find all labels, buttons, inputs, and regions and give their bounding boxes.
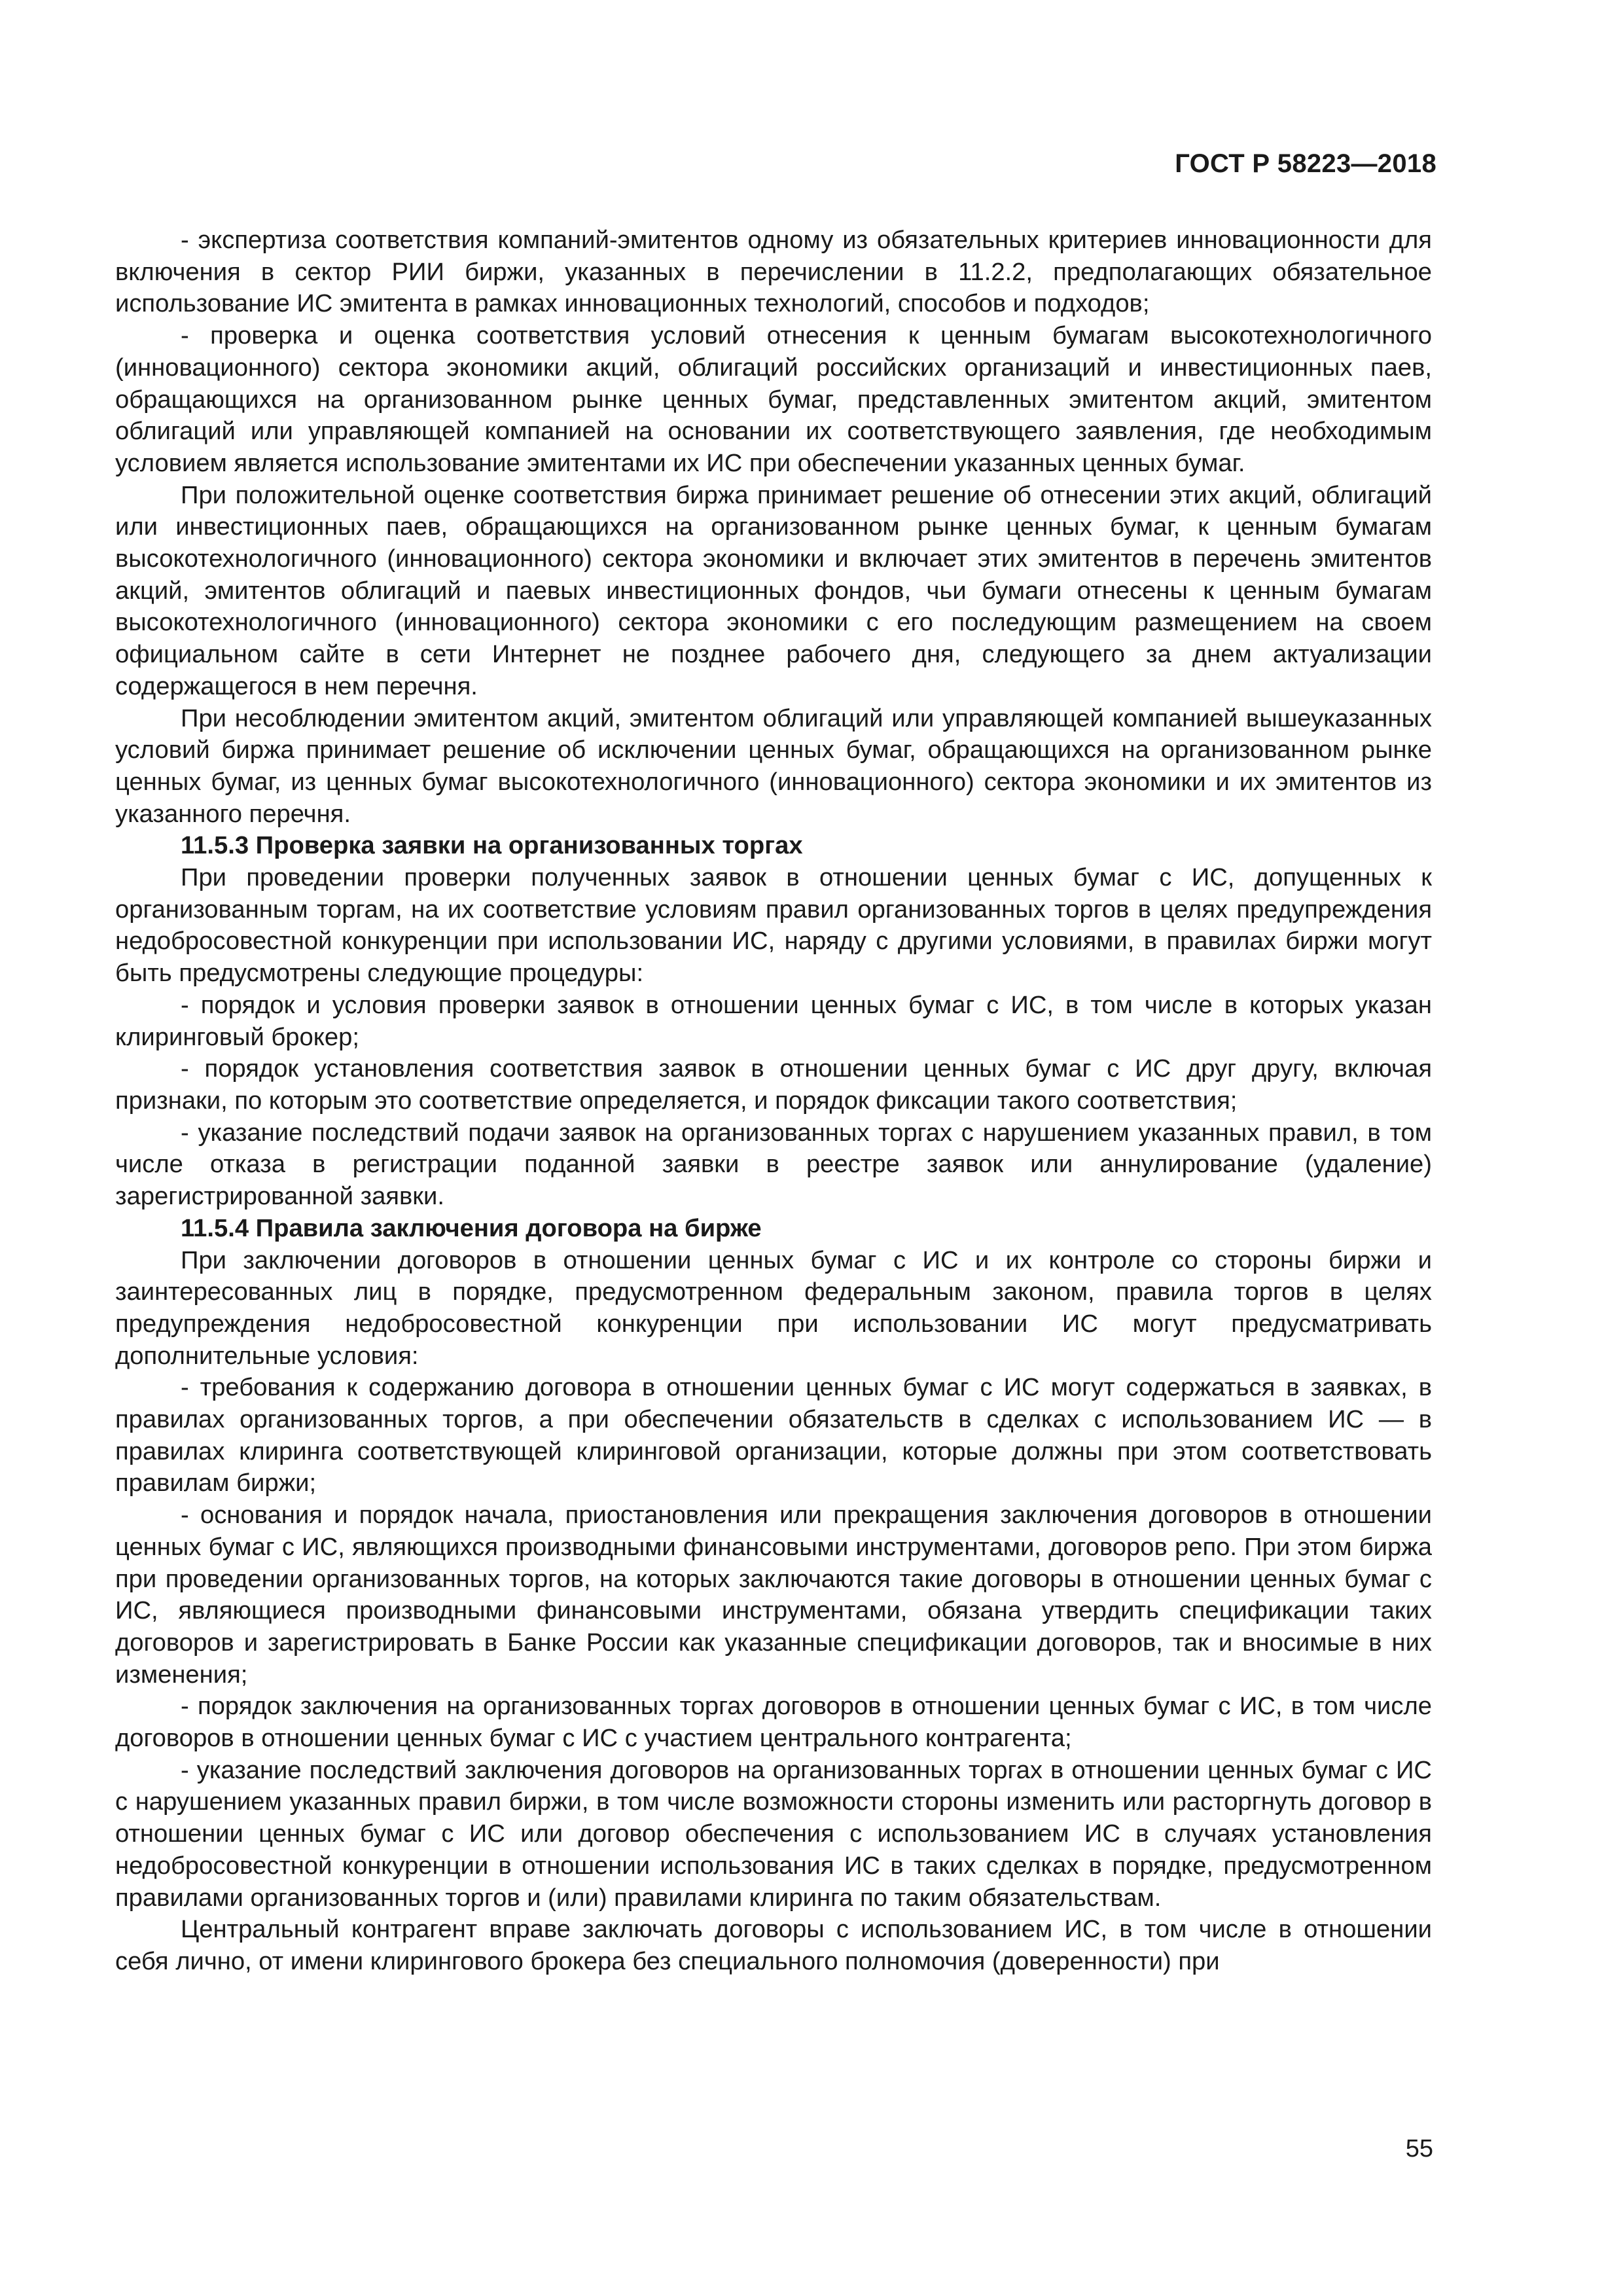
paragraph: - требования к содержанию договора в отношении ценных бумаг с ИС могут содержаться в заявках, в правилах организованных торгов, а при обеспечении обязательств в сделках с использованием ИС — в правилах клиринга соответствующей клиринговой организации, которые должны при этом соответствовать правилам биржи;: [115, 1373, 1432, 1498]
section-heading-11-5-4: 11.5.4 Правила заключения договора на бирже: [181, 1213, 762, 1242]
paragraph: При заключении договоров в отношении ценных бумаг с ИС и их контроле со стороны биржи и заинтересованных лиц в порядке, предусмотренном федеральным законом, правила торгов в целях предупреждения недобросовестной конкуренции при использовании ИС могут предусматривать дополнительные условия:: [115, 1246, 1432, 1370]
paragraph: - порядок установления соответствия заявок в отношении ценных бумаг с ИС друг другу, включая признаки, по которым это соответствие определяется, и порядок фиксации такого соответствия;: [115, 1054, 1432, 1115]
section-heading-11-5-3: 11.5.3 Проверка заявки на организованных торгах: [181, 831, 803, 860]
paragraph: - экспертиза соответствия компаний-эмитентов одному из обязательных критериев инновационности для включения в сектор РИИ биржи, указанных в перечислении в 11.2.2, предполагающих обязательное использование ИС эмитента в рамках инновационных технологий, способов и подходов;: [115, 226, 1432, 318]
document-body: [115, 224, 1432, 1978]
paragraph: Центральный контрагент вправе заключать договоры с использованием ИС, в том числе в отношении себя лично, от имени клирингового брокера без специального полномочия (доверенности) при: [115, 1915, 1432, 1975]
page-number: 55: [1405, 2135, 1433, 2162]
paragraph: - порядок заключения на организованных торгах договоров в отношении ценных бумаг с ИС, в том числе договоров в отношении ценных бумаг с ИС с участием центрального контрагента;: [115, 1692, 1432, 1753]
paragraph: - указание последствий подачи заявок на организованных торгах с нарушением указанных правил, в том числе отказа в регистрации поданной заявки в реестре заявок или аннулирование (удаление) зарегистрированной заявки.: [115, 1118, 1432, 1211]
paragraph: При положительной оценке соответствия биржа принимает решение об отнесении этих акций, облигаций или инвестиционных паев, обращающихся на организованном рынке ценных бумаг, к ценным бумагам высокотехнологичного (инновационного) сектора экономики и включает этих эмитентов в перечень эмитентов акций, эмитентов облигаций и паевых инвестиционных фондов, чьи бумаги отнесены к ценным бумагам высокотехнологичного (инновационного) сектора экономики с его последующим размещением на своем официальном сайте в сети Интернет не позднее рабочего дня, следующего за днем актуализации содержащегося в нем перечня.: [115, 480, 1432, 700]
paragraph: - проверка и оценка соответствия условий отнесения к ценным бумагам высокотехнологичного (инновационного) сектора экономики акций, облигаций российских организаций и инвестиционных паев, обращающихся на организованном рынке ценных бумаг, представленных эмитентом акций, эмитентом облигаций или управляющей компанией на основании их соответствующего заявления, где необходимым условием является использование эмитентами их ИС при обеспечении указанных ценных бумаг.: [115, 321, 1432, 477]
paragraph: При проведении проверки полученных заявок в отношении ценных бумаг с ИС, допущенных к организованным торгам, на их соответствие условиям правил организованных торгов в целях предупреждения недобросовестной конкуренции при использовании ИС, наряду с другими условиями, в правилах биржи могут быть предусмотрены следующие процедуры:: [115, 863, 1432, 988]
paragraph: При несоблюдении эмитентом акций, эмитентом облигаций или управляющей компанией вышеуказанных условий биржа принимает решение об исключении ценных бумаг, обращающихся на организованном рынке ценных бумаг, из ценных бумаг высокотехнологичного (инновационного) сектора экономики и их эмитентов из указанного перечня.: [115, 704, 1432, 828]
paragraph: - указание последствий заключения договоров на организованных торгах в отношении ценных бумаг с ИС с нарушением указанных правил биржи, в том числе возможности стороны изменить или расторгнуть договор в отношении ценных бумаг с ИС или договор обеспечения с использованием ИС в случаях установления недобросовестной конкуренции в отношении использования ИС в таких сделках в порядке, предусмотренном правилами организованных торгов и (или) правилами клиринга по таким обязательствам.: [115, 1755, 1432, 1912]
paragraph: - основания и порядок начала, приостановления или прекращения заключения договоров в отношении ценных бумаг с ИС, являющихся производными финансовыми инструментами, договоров репо. При этом биржа при проведении организованных торгов, на которых заключаются такие договоры в отношении ценных бумаг с ИС, являющиеся производными финансовыми инструментами, обязана утвердить спецификации таких договоров и зарегистрировать в Банке России как указанные спецификации договоров, так и вносимые в них изменения;: [115, 1501, 1432, 1689]
document-code-header: ГОСТ Р 58223—2018: [1175, 149, 1436, 178]
paragraph: - порядок и условия проверки заявок в отношении ценных бумаг с ИС, в том числе в которых указан клиринговый брокер;: [115, 990, 1432, 1051]
